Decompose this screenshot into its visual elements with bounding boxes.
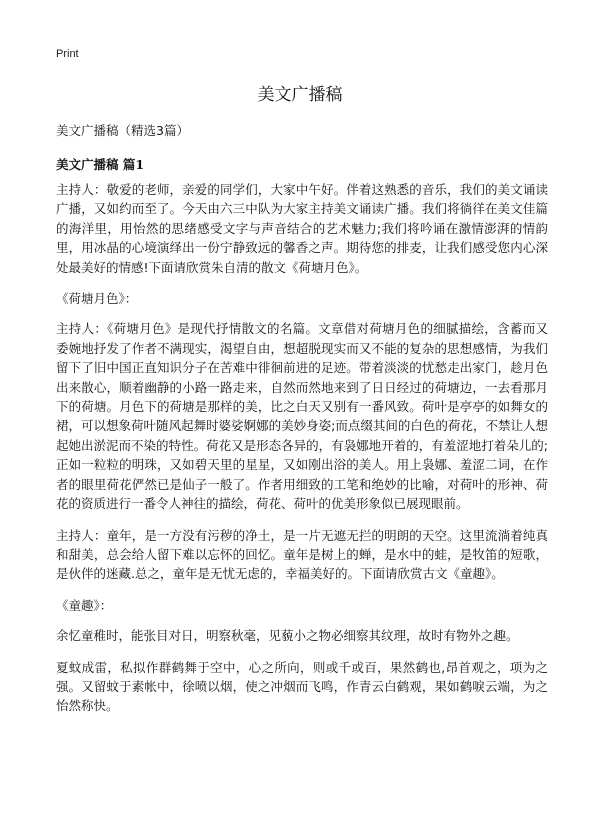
tongqu-paragraph-2: 夏蚊成雷，私拟作群鹤舞于空中，心之所向，则或千或百，果然鹤也,昂首观之，项为之强。又留蚊于素帐中，徐喷以烟，使之冲烟而飞鸣，作青云白鹤观，果如鹤唳云端，为之怡然称快。 [56,659,548,714]
page-title: 美文广播稿 [257,85,343,105]
document-subtitle: 美文广播稿（精选3篇） [56,123,189,138]
article-body [56,180,548,728]
hetang-commentary-paragraph: 主持人：《荷塘月色》是现代抒情散文的名篇。文章借对荷塘月色的细腻描绘，含蓄而又委婉地抒发了作者不满现实，渴望自由，想超脱现实而又不能的复杂的思想感情，为我们留下了旧中国正直知识分子在苦难中徘徊前进的足迹。带着淡淡的忧愁走出家门，趁月色出来散心，顺着幽静的小路一路走来，自然而然地来到了日日经过的荷塘边，一去看那月下的荷塘。月色下的荷塘是那样的美，比之白天又别有一番风致。荷叶是亭亭的如舞女的裙，可以想象荷叶随风起舞时婆娑婀娜的美妙身姿;而点缀其间的白色的荷花，不禁让人想起她出淤泥而不染的特性。荷花又是形态各异的，有袅娜地开着的，有羞涩地打着朵儿的;正如一粒粒的明珠，又如碧天里的星星，又如刚出浴的美人。用上袅娜、羞涩二词，在作者的眼里荷花俨然已是仙子一般了。作者用细致的工笔和绝妙的比喻，对荷叶的形神、荷花的资质进行一番令人神往的描绘，荷花、荷叶的优美形象似已展现眼前。 [56,321,548,512]
work-title-hetang: 《荷塘月色》： [56,291,138,307]
intro-paragraph: 主持人：敬爱的老师，亲爱的同学们，大家中午好。伴着这熟悉的音乐，我们的美文诵读广播，又如约而至了。今天由六三中队为大家主持美文诵读广播。我们将徜徉在美文佳篇的海洋里，用怡然的思绪感受文字与声音结合的艺术魅力;我们将吟诵在激情澎湃的情韵里，用冰晶的心境演绎出一份宁静致远的馨香之声。期待您的排麦，让我们感受您内心深处最美好的情感!下面请欣赏朱自清的散文《荷塘月色》。 [56,182,548,275]
section-heading: 美文广播稿 篇1 [56,157,145,172]
tongqu-paragraph-1: 余忆童稚时，能张目对日，明察秋毫，见藐小之物必细察其纹理，故时有物外之趣。 [56,628,519,644]
childhood-intro-paragraph: 主持人：童年，是一方没有污秽的净土，是一片无遮无拦的明朗的天空。这里流淌着纯真和甜美，总会给人留下难以忘怀的回忆。童年是树上的蝉，是水中的蛙，是牧笛的短歌，是伙伴的迷藏.总之，童年是无忧无虑的，幸福美好的。下面请欣赏古文《童趣》。 [56,527,548,582]
print-link[interactable]: Print [56,48,79,60]
work-title-tongqu: 《童趣》： [56,597,113,613]
